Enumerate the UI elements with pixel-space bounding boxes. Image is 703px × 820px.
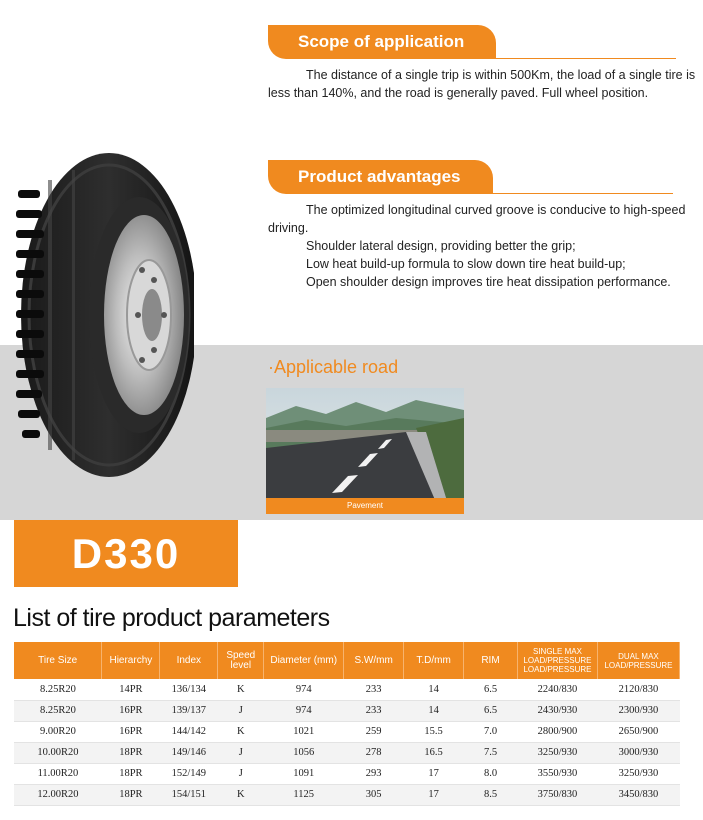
cell: 149/146 [160, 742, 218, 763]
cell: 144/142 [160, 721, 218, 742]
cell: 6.5 [464, 679, 518, 700]
cell: 305 [344, 784, 404, 805]
truck-tire-image [14, 150, 194, 480]
cell: 1021 [264, 721, 344, 742]
cell: 259 [344, 721, 404, 742]
cell: 2430/930 [517, 700, 597, 721]
table-header-row [14, 642, 680, 679]
advantage-item: Shoulder lateral design, providing better the grip; [306, 239, 576, 253]
col-header-index: Index [160, 642, 218, 679]
cell: 8.25R20 [14, 700, 102, 721]
table-row [14, 742, 680, 763]
advantages-text [268, 201, 698, 291]
cell: 233 [344, 700, 404, 721]
cell: 293 [344, 763, 404, 784]
cell: K [218, 721, 264, 742]
cell: 3000/930 [597, 742, 679, 763]
cell: 12.00R20 [14, 784, 102, 805]
scope-paragraph: The distance of a single trip is within 500Km, the load of a single tire is less than 140%, and the road is generally paved. Full wheel position. [268, 68, 696, 100]
cell: 6.5 [464, 700, 518, 721]
advantage-item: Low heat build-up formula to slow down tire heat build-up; [306, 257, 626, 271]
table-row [14, 700, 680, 721]
col-header-sw: S.W/mm [344, 642, 404, 679]
table-row [14, 721, 680, 742]
cell: 278 [344, 742, 404, 763]
cell: 233 [344, 679, 404, 700]
pavement-caption: Pavement [266, 498, 464, 514]
cell: 2300/930 [597, 700, 679, 721]
scope-title: Scope of application [268, 25, 496, 59]
advantage-first: The optimized longitudinal curved groove is conducive to high-speed driving. [268, 203, 686, 235]
cell: 14 [404, 700, 464, 721]
advantage-item: Open shoulder design improves tire heat dissipation performance. [306, 275, 671, 289]
cell: J [218, 742, 264, 763]
advantages-title: Product advantages [268, 160, 493, 194]
cell: 7.5 [464, 742, 518, 763]
table-row [14, 784, 680, 805]
col-header-tire-size: Tire Size [14, 642, 102, 679]
cell: 3450/830 [597, 784, 679, 805]
advantages-underline [493, 193, 673, 194]
cell: J [218, 763, 264, 784]
cell: K [218, 679, 264, 700]
cell: 3550/930 [517, 763, 597, 784]
cell: 10.00R20 [14, 742, 102, 763]
cell: 3250/930 [517, 742, 597, 763]
tire-params-table [14, 642, 680, 806]
cell: 14 [404, 679, 464, 700]
cell: 9.00R20 [14, 721, 102, 742]
cell: 154/151 [160, 784, 218, 805]
cell: 16PR [102, 700, 160, 721]
cell: 11.00R20 [14, 763, 102, 784]
cell: K [218, 784, 264, 805]
applicable-road-title: ·Applicable road [268, 357, 399, 377]
cell: J [218, 700, 264, 721]
model-badge: D330 [14, 520, 238, 587]
col-header-speed-level: Speed level [218, 642, 264, 679]
col-header-diameter: Diameter (mm) [264, 642, 344, 679]
cell: 136/134 [160, 679, 218, 700]
col-header-hierarchy: Hierarchy [102, 642, 160, 679]
col-header-single-max: SINGLE MAX LOAD/PRESSURE LOAD/PRESSURE [517, 642, 597, 679]
scope-header [268, 25, 676, 59]
cell: 17 [404, 763, 464, 784]
table-row [14, 763, 680, 784]
cell: 17 [404, 784, 464, 805]
cell: 8.0 [464, 763, 518, 784]
cell: 14PR [102, 679, 160, 700]
cell: 2240/830 [517, 679, 597, 700]
advantages-header [268, 160, 673, 194]
col-header-dual-max: DUAL MAX LOAD/PRESSURE [597, 642, 679, 679]
cell: 16PR [102, 721, 160, 742]
cell: 1091 [264, 763, 344, 784]
cell: 18PR [102, 742, 160, 763]
cell: 1056 [264, 742, 344, 763]
cell: 7.0 [464, 721, 518, 742]
cell: 18PR [102, 784, 160, 805]
cell: 16.5 [404, 742, 464, 763]
scope-underline [496, 58, 676, 59]
cell: 139/137 [160, 700, 218, 721]
cell: 3250/930 [597, 763, 679, 784]
cell: 18PR [102, 763, 160, 784]
cell: 974 [264, 700, 344, 721]
cell: 15.5 [404, 721, 464, 742]
cell: 8.5 [464, 784, 518, 805]
cell: 2120/830 [597, 679, 679, 700]
cell: 1125 [264, 784, 344, 805]
cell: 2650/900 [597, 721, 679, 742]
pavement-road-image [266, 388, 464, 514]
scope-text [268, 66, 698, 102]
col-header-td: T.D/mm [404, 642, 464, 679]
table-row [14, 679, 680, 700]
params-list-title: List of tire product parameters [13, 604, 330, 632]
cell: 2800/900 [517, 721, 597, 742]
cell: 152/149 [160, 763, 218, 784]
cell: 974 [264, 679, 344, 700]
col-header-rim: RIM [464, 642, 518, 679]
cell: 8.25R20 [14, 679, 102, 700]
cell: 3750/830 [517, 784, 597, 805]
